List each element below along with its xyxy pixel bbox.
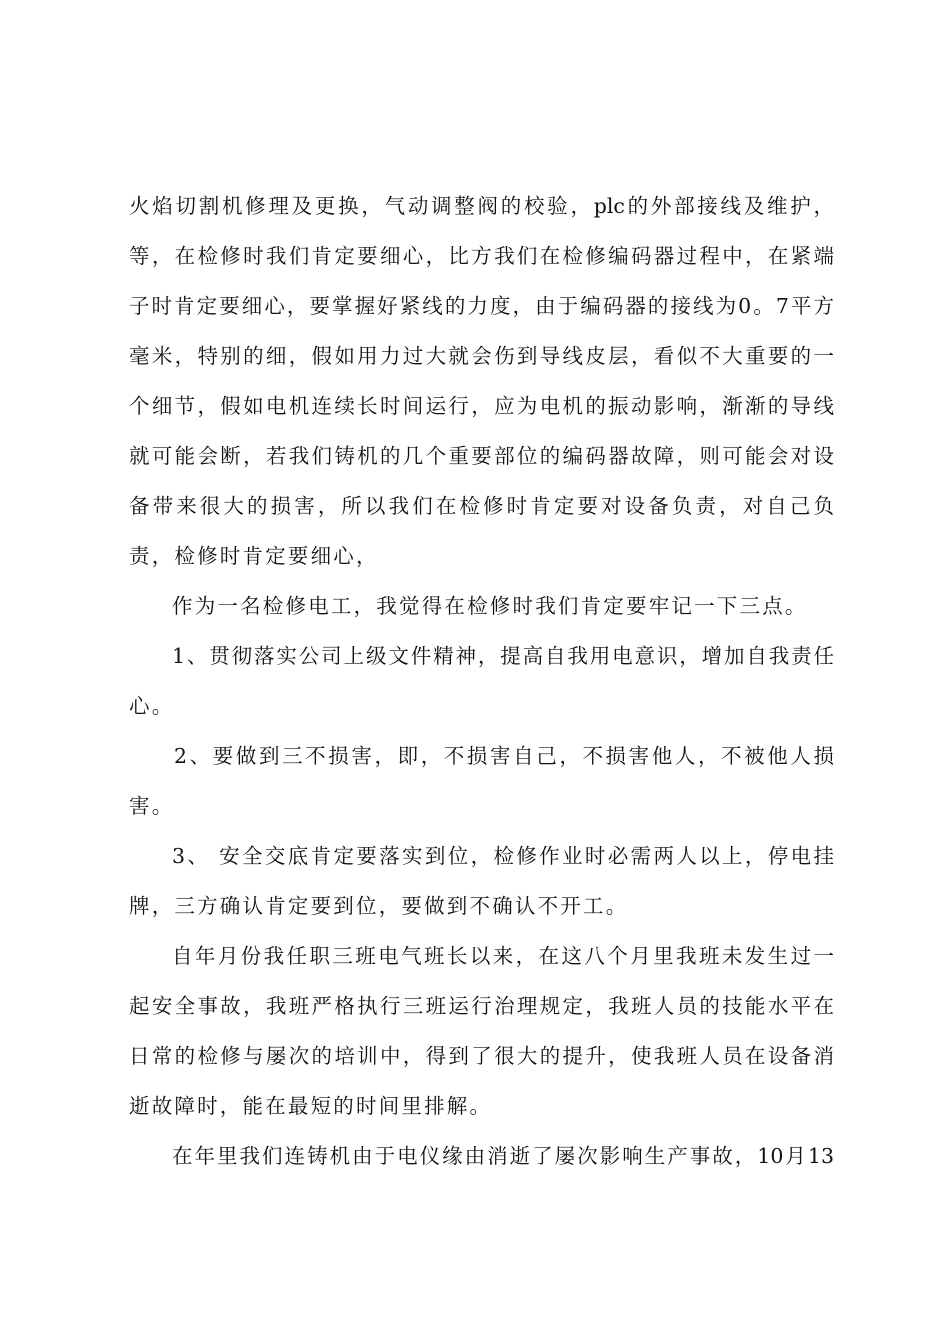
list-item-3-line: 3、 安全交底肯定要落实到位，检修作业时必需两人以上，停电挂: [172, 844, 834, 868]
text-line: 逝故障时，能在最短的时间里排解。: [129, 1094, 493, 1118]
paragraph-start-line: 自年月份我任职三班电气班长以来，在这八个月里我班未发生过一: [172, 944, 834, 968]
list-item-2-line: 2、要做到三不损害，即，不损害自己，不损害他人，不被他人损: [174, 744, 834, 768]
text-line: 个细节，假如电机连续长时间运行，应为电机的振动影响，渐渐的导线: [129, 394, 834, 418]
text-line: 起安全事故，我班严格执行三班运行治理规定，我班人员的技能水平在: [129, 994, 834, 1018]
paragraph-start-line: 作为一名检修电工，我觉得在检修时我们肯定要牢记一下三点。: [172, 594, 808, 618]
text-line: 毫米，特别的细，假如用力过大就会伤到导线皮层，看似不大重要的一: [129, 344, 834, 368]
paragraph-start-line: 在年里我们连铸机由于电仪缘由消逝了屡次影响生产事故，10月13: [172, 1144, 834, 1168]
text-line: 子时肯定要细心，要掌握好紧线的力度，由于编码器的接线为0。7平方: [129, 294, 834, 318]
list-item-1-line: 1、贯彻落实公司上级文件精神，提高自我用电意识，增加自我责任: [172, 644, 834, 668]
text-line: 责，检修时肯定要细心，: [129, 544, 379, 568]
list-item-3-line: 牌，三方确认肯定要到位，要做到不确认不开工。: [129, 894, 629, 918]
text-line: 就可能会断，若我们铸机的几个重要部位的编码器故障，则可能会对设: [129, 444, 834, 468]
list-item-1-line: 心。: [129, 694, 175, 718]
text-line: 等，在检修时我们肯定要细心，比方我们在检修编码器过程中，在紧端: [129, 244, 834, 268]
list-item-2-line: 害。: [129, 794, 175, 818]
text-line: 火焰切割机修理及更换，气动调整阀的校验，plc的外部接线及维护，: [129, 194, 834, 218]
text-line: 备带来很大的损害，所以我们在检修时肯定要对设备负责，对自己负: [129, 494, 834, 518]
text-line: 日常的检修与屡次的培训中，得到了很大的提升，使我班人员在设备消: [129, 1044, 834, 1068]
